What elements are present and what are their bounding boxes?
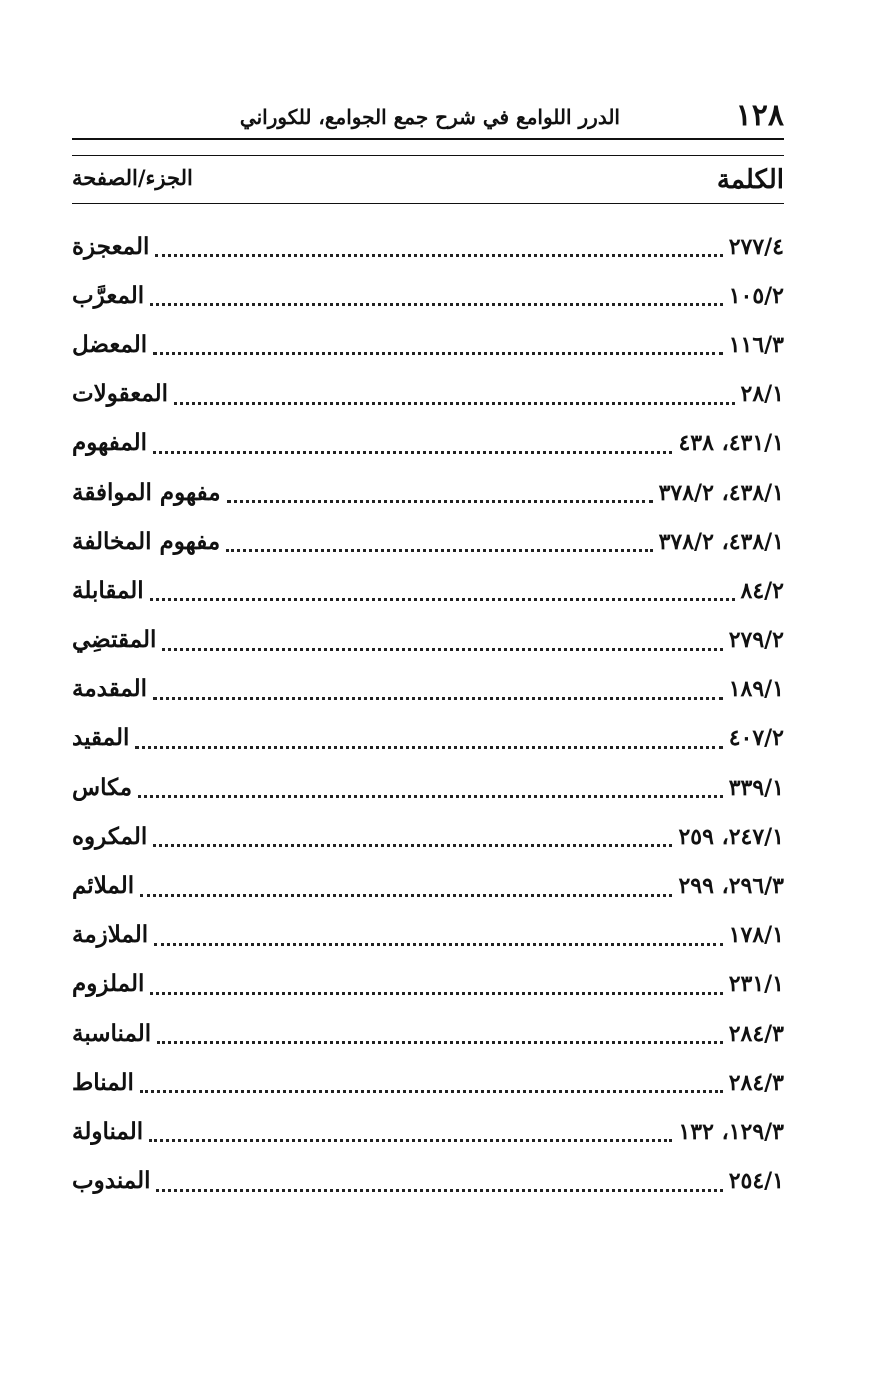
entry-reference: ١١٦/٣ — [728, 331, 784, 358]
entry-reference: ٢٨٤/٣ — [728, 1020, 784, 1047]
entry-word: الملائم — [72, 872, 135, 900]
entry-word: مكاس — [72, 773, 133, 801]
index-entry — [72, 1058, 784, 1107]
index-entry — [72, 960, 784, 1009]
entry-word: المندوب — [72, 1167, 151, 1195]
dot-leader — [153, 830, 672, 847]
dot-leader — [135, 732, 722, 749]
dot-leader — [162, 634, 722, 651]
entry-word: المناولة — [72, 1117, 144, 1145]
entry-reference: ٢٧٩/٢ — [728, 627, 784, 654]
dot-leader — [140, 1076, 723, 1093]
entry-word: الملزوم — [72, 970, 145, 998]
page-number: ١٢٨ — [735, 98, 784, 133]
entry-word: المعجزة — [72, 232, 150, 260]
entry-reference: ٣٣٩/١ — [728, 774, 784, 801]
dot-leader — [174, 388, 734, 405]
entry-reference: ٤٣٨/١، ٣٧٨/٢ — [658, 479, 784, 506]
index-entry — [72, 1107, 784, 1156]
index-entry — [72, 566, 784, 615]
dot-leader — [150, 289, 723, 306]
index-column-header — [72, 158, 784, 202]
running-head — [72, 96, 784, 136]
dot-leader — [157, 1027, 723, 1044]
index-entry — [72, 665, 784, 714]
dot-leader — [226, 535, 652, 552]
entry-reference: ١٢٩/٣، ١٣٢ — [678, 1118, 784, 1145]
entry-reference: ٢٩٦/٣، ٢٩٩ — [678, 873, 784, 900]
column-reference-heading: الجزء/الصفحة — [72, 165, 193, 190]
index-entry — [72, 861, 784, 910]
index-entry — [72, 222, 784, 271]
index-entry — [72, 812, 784, 861]
entry-reference: ٢٥٤/١ — [728, 1168, 784, 1195]
entry-word: المكروه — [72, 822, 148, 850]
entry-word: المفهوم — [72, 429, 148, 457]
entry-word: الملازمة — [72, 921, 149, 949]
dot-leader — [153, 437, 672, 454]
index-entry — [72, 763, 784, 812]
entry-word: المعضل — [72, 330, 148, 358]
index-entry — [72, 911, 784, 960]
dot-leader — [153, 683, 723, 700]
entry-word: المقابلة — [72, 576, 144, 604]
index-entries — [72, 222, 784, 1206]
dot-leader — [156, 1175, 722, 1192]
entry-word: المقيد — [72, 724, 130, 752]
index-entry — [72, 271, 784, 320]
dot-leader — [149, 1125, 672, 1142]
entry-reference: ٤٣٨/١، ٣٧٨/٢ — [658, 528, 784, 555]
entry-reference: ٢٣١/١ — [728, 971, 784, 998]
entry-word: مفهوم المخالفة — [72, 527, 221, 555]
dot-leader — [154, 929, 723, 946]
dot-leader — [150, 584, 735, 601]
index-entry — [72, 320, 784, 369]
index-entry — [72, 1157, 784, 1206]
entry-word: المقتضِي — [72, 626, 157, 654]
entry-reference: ١٠٥/٢ — [728, 282, 784, 309]
dot-leader — [155, 240, 722, 257]
entry-reference: ٨٤/٢ — [740, 577, 784, 604]
column-header-rule — [72, 203, 784, 204]
entry-reference: ٤٣١/١، ٤٣٨ — [678, 430, 784, 457]
entry-reference: ٢٨٤/٣ — [728, 1069, 784, 1096]
dot-leader — [140, 880, 672, 897]
index-entry — [72, 517, 784, 566]
index-entry — [72, 1009, 784, 1058]
entry-word: المعرَّب — [72, 281, 145, 309]
entry-word: المعقولات — [72, 380, 169, 408]
entry-reference: ٢٧٧/٤ — [728, 233, 784, 260]
header-rule-thick — [72, 138, 784, 140]
entry-word: المقدمة — [72, 675, 148, 703]
dot-leader — [153, 338, 723, 355]
entry-word: مفهوم الموافقة — [72, 478, 221, 506]
dot-leader — [138, 781, 723, 798]
entry-reference: ١٨٩/١ — [728, 676, 784, 703]
entry-reference: ٢٨/١ — [740, 381, 784, 408]
index-entry — [72, 714, 784, 763]
entry-reference: ٤٠٧/٢ — [728, 725, 784, 752]
index-entry — [72, 616, 784, 665]
dot-leader — [150, 978, 722, 995]
book-title: الدرر اللوامع في شرح جمع الجوامع، للكوراني — [239, 105, 620, 129]
column-word-heading: الكلمة — [716, 165, 784, 195]
index-entry — [72, 468, 784, 517]
entry-word: المناط — [72, 1068, 134, 1096]
index-entry — [72, 419, 784, 468]
index-entry — [72, 370, 784, 419]
entry-reference: ١٧٨/١ — [728, 922, 784, 949]
entry-word: المناسبة — [72, 1019, 152, 1047]
entry-reference: ٢٤٧/١، ٢٥٩ — [678, 823, 784, 850]
header-rule-thin — [72, 155, 784, 156]
dot-leader — [227, 486, 653, 503]
